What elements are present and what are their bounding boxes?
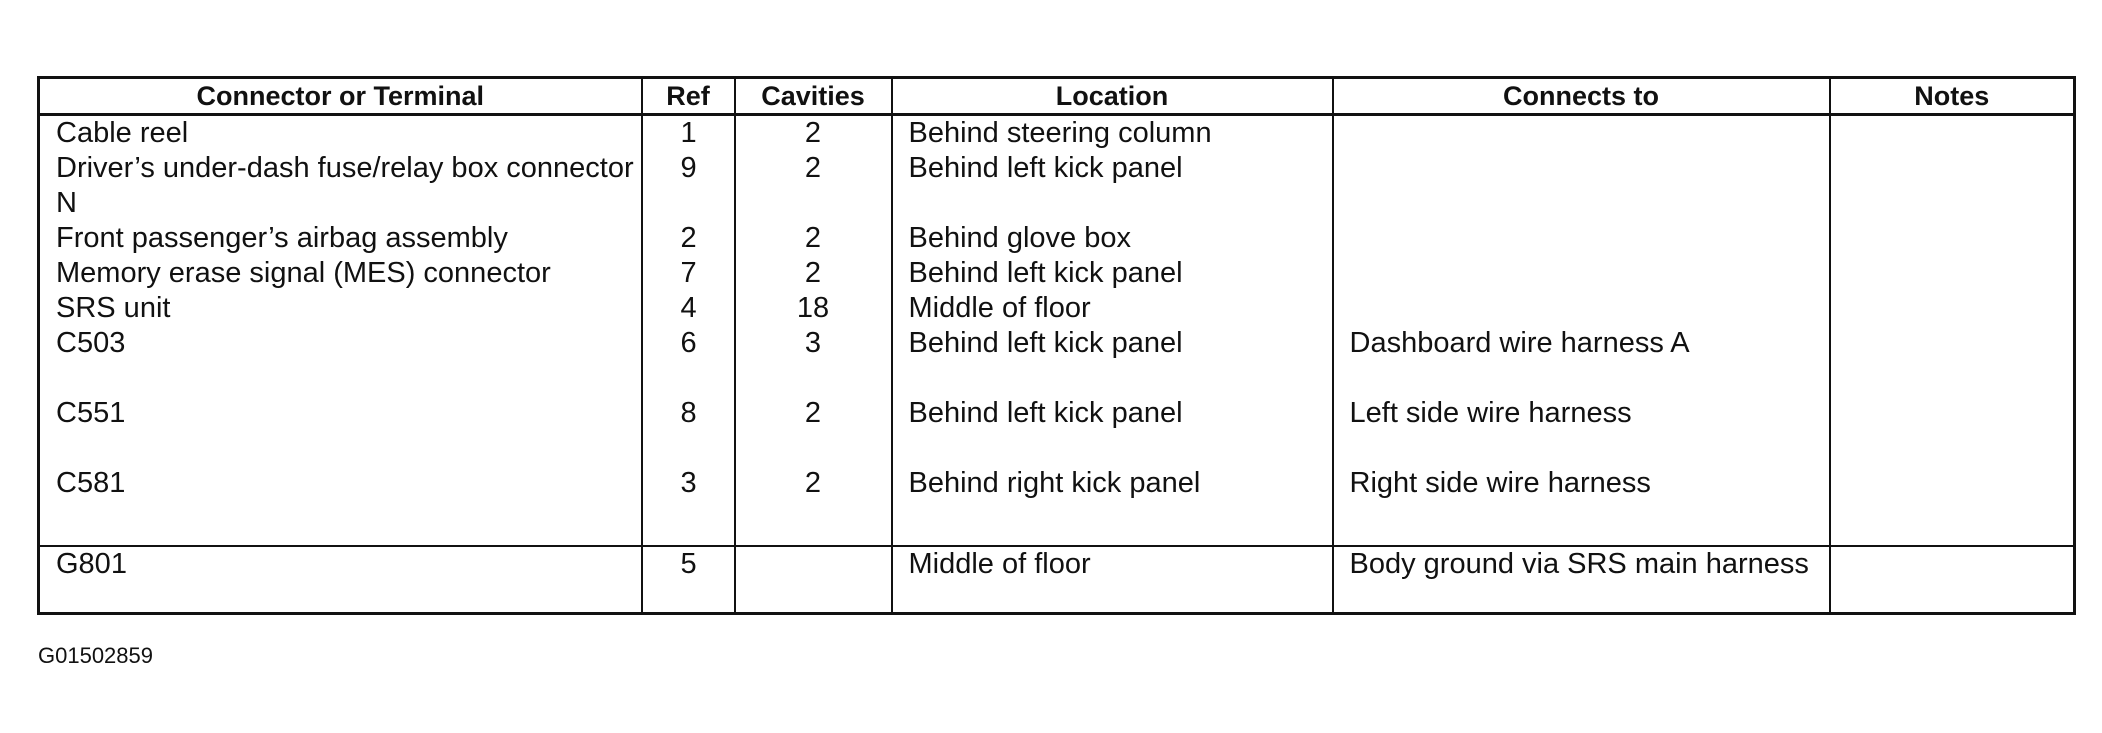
cell-connects-to: Left side wire harness: [1333, 396, 1830, 466]
cell-connects-to: [1333, 151, 1830, 221]
cell-location: Middle of floor: [892, 546, 1333, 614]
cell-notes: [1830, 256, 2075, 291]
header-row: [39, 78, 2075, 115]
cell-ref: 6: [642, 326, 735, 396]
cell-ref: 5: [642, 546, 735, 614]
cell-connector: Cable reel: [39, 115, 642, 152]
cell-cavities: 3: [735, 326, 892, 396]
cell-connects-to: [1333, 221, 1830, 256]
cell-location: Middle of floor: [892, 291, 1333, 326]
cell-notes: [1830, 546, 2075, 614]
table-row: [39, 221, 2075, 256]
cell-notes: [1830, 151, 2075, 221]
cell-cavities: 2: [735, 396, 892, 466]
table-row: [39, 396, 2075, 466]
cell-connector: SRS unit: [39, 291, 642, 326]
cell-connector: Driver’s under-dash fuse/relay box connector N: [39, 151, 642, 221]
cell-notes: [1830, 396, 2075, 466]
header-ref: Ref: [642, 78, 735, 115]
cell-location: Behind steering column: [892, 115, 1333, 152]
cell-connector: Front passenger’s airbag assembly: [39, 221, 642, 256]
cell-notes: [1830, 291, 2075, 326]
cell-cavities: [735, 546, 892, 614]
cell-location: Behind left kick panel: [892, 151, 1333, 221]
cell-connector: Memory erase signal (MES) connector: [39, 256, 642, 291]
table-row: [39, 291, 2075, 326]
cell-connects-to: [1333, 115, 1830, 152]
cell-location: Behind glove box: [892, 221, 1333, 256]
cell-location: Behind right kick panel: [892, 466, 1333, 546]
table-row: [39, 326, 2075, 396]
cell-ref: 2: [642, 221, 735, 256]
header-cavities: Cavities: [735, 78, 892, 115]
cell-connects-to: Right side wire harness: [1333, 466, 1830, 546]
cell-ref: 3: [642, 466, 735, 546]
cell-connector: G801: [39, 546, 642, 614]
header-connector: Connector or Terminal: [39, 78, 642, 115]
header-connects-to: Connects to: [1333, 78, 1830, 115]
cell-notes: [1830, 326, 2075, 396]
cell-notes: [1830, 221, 2075, 256]
cell-ref: 9: [642, 151, 735, 221]
cell-connects-to: Dashboard wire harness A: [1333, 326, 1830, 396]
cell-connects-to: [1333, 256, 1830, 291]
cell-cavities: 2: [735, 256, 892, 291]
cell-cavities: 2: [735, 151, 892, 221]
cell-ref: 4: [642, 291, 735, 326]
cell-cavities: 2: [735, 466, 892, 546]
cell-notes: [1830, 115, 2075, 152]
cell-notes: [1830, 466, 2075, 546]
cell-location: Behind left kick panel: [892, 256, 1333, 291]
cell-connector: C581: [39, 466, 642, 546]
connector-table: [37, 76, 2076, 615]
figure-id: G01502859: [38, 643, 153, 668]
header-location: Location: [892, 78, 1333, 115]
cell-connector: C503: [39, 326, 642, 396]
cell-connects-to: [1333, 291, 1830, 326]
cell-cavities: 18: [735, 291, 892, 326]
cell-connector: C551: [39, 396, 642, 466]
cell-ref: 7: [642, 256, 735, 291]
table-row: [39, 115, 2075, 152]
table-row: [39, 546, 2075, 614]
cell-connects-to: Body ground via SRS main harness: [1333, 546, 1830, 614]
table-row: [39, 256, 2075, 291]
cell-location: Behind left kick panel: [892, 396, 1333, 466]
table-row: [39, 151, 2075, 221]
header-notes: Notes: [1830, 78, 2075, 115]
cell-cavities: 2: [735, 221, 892, 256]
cell-ref: 8: [642, 396, 735, 466]
cell-location: Behind left kick panel: [892, 326, 1333, 396]
table-row: [39, 466, 2075, 546]
cell-ref: 1: [642, 115, 735, 152]
cell-cavities: 2: [735, 115, 892, 152]
